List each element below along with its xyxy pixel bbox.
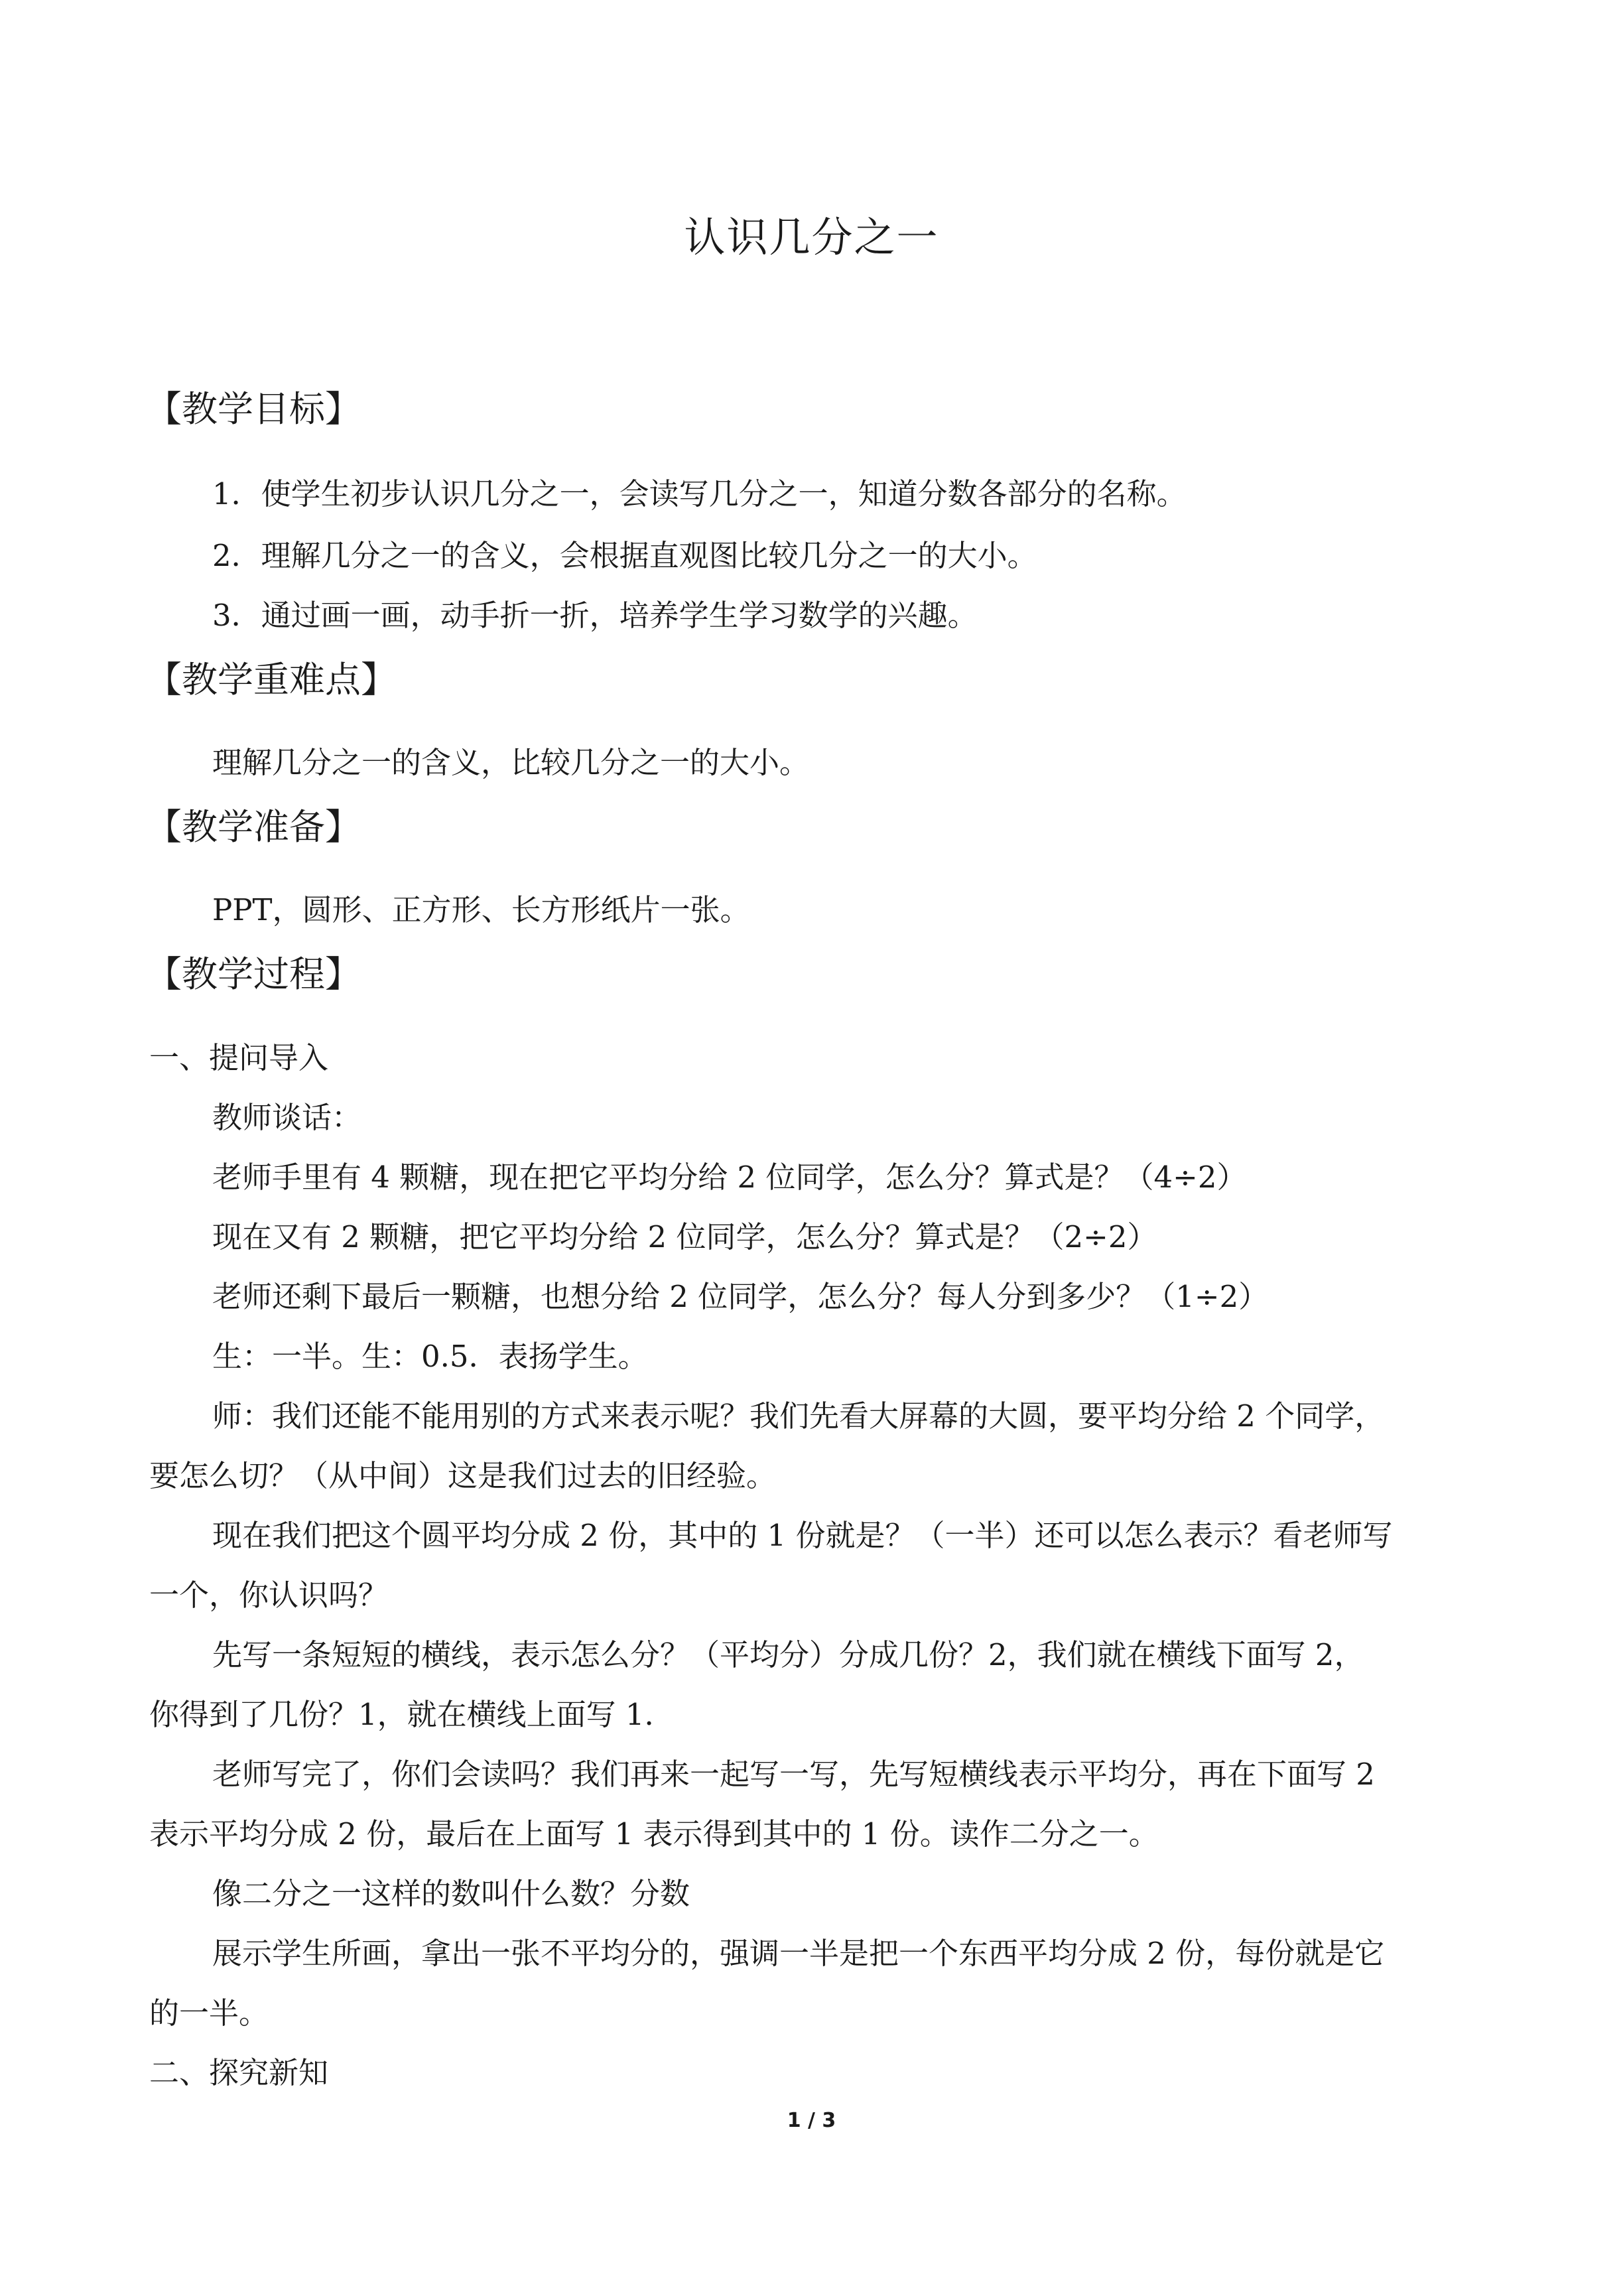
preparation-text: PPT，圆形、正方形、长方形纸片一张。 bbox=[212, 892, 750, 927]
process-line: 教师谈话： bbox=[212, 1100, 362, 1135]
process-line: 老师还剩下最后一颗糖，也想分给 2 位同学，怎么分？每人分到多少？（1÷2） bbox=[212, 1279, 1269, 1314]
process-line: 像二分之一这样的数叫什么数？分数 bbox=[212, 1876, 690, 1911]
process-line: 你得到了几份？1，就在横线上面写 1． bbox=[149, 1697, 675, 1732]
process-line: 生：一半。生：0.5．表扬学生。 bbox=[212, 1339, 648, 1374]
process-line: 现在又有 2 颗糖，把它平均分给 2 位同学，怎么分？算式是？（2÷2） bbox=[212, 1219, 1157, 1254]
process-line-section-1: 一、提问导入 bbox=[149, 1040, 329, 1075]
process-line: 老师写完了，你们会读吗？我们再来一起写一写，先写短横线表示平均分，再在下面写 2 bbox=[212, 1757, 1375, 1792]
process-line: 表示平均分成 2 份，最后在上面写 1 表示得到其中的 1 份。读作二分之一。 bbox=[149, 1816, 1159, 1852]
goal-item-1: 1．使学生初步认识几分之一，会读写几分之一，知道分数各部分的名称。 bbox=[212, 476, 1187, 511]
process-line: 的一半。 bbox=[149, 1995, 269, 2031]
process-line: 现在我们把这个圆平均分成 2 份，其中的 1 份就是？（一半）还可以怎么表示？看老师写 bbox=[212, 1518, 1393, 1553]
heading-process: 【教学过程】 bbox=[146, 953, 361, 995]
process-line-section-2: 二、探究新知 bbox=[149, 2055, 329, 2090]
process-line: 要怎么切？（从中间）这是我们过去的旧经验。 bbox=[149, 1458, 777, 1493]
process-line: 展示学生所画，拿出一张不平均分的，强调一半是把一个东西平均分成 2 份，每份就是它 bbox=[212, 1936, 1385, 1971]
process-line: 一个，你认识吗？ bbox=[149, 1578, 389, 1613]
process-line: 老师手里有 4 颗糖，现在把它平均分给 2 位同学，怎么分？算式是？（4÷2） bbox=[212, 1160, 1247, 1195]
page-number: 1 / 3 bbox=[787, 2109, 836, 2132]
key-points-text: 理解几分之一的含义，比较几分之一的大小。 bbox=[212, 745, 810, 780]
goal-item-2: 2．理解几分之一的含义，会根据直观图比较几分之一的大小。 bbox=[212, 538, 1037, 573]
heading-goals: 【教学目标】 bbox=[146, 388, 361, 430]
goal-item-3: 3．通过画一画，动手折一折，培养学生学习数学的兴趣。 bbox=[212, 598, 978, 633]
process-line: 师：我们还能不能用别的方式来表示呢？我们先看大屏幕的大圆，要平均分给 2 个同学， bbox=[212, 1398, 1385, 1434]
document-title: 认识几分之一 bbox=[684, 213, 939, 261]
heading-key-points: 【教学重难点】 bbox=[146, 659, 397, 701]
heading-preparation: 【教学准备】 bbox=[146, 806, 361, 848]
process-line: 先写一条短短的横线，表示怎么分？（平均分）分成几份？2，我们就在横线下面写 2， bbox=[212, 1637, 1364, 1672]
